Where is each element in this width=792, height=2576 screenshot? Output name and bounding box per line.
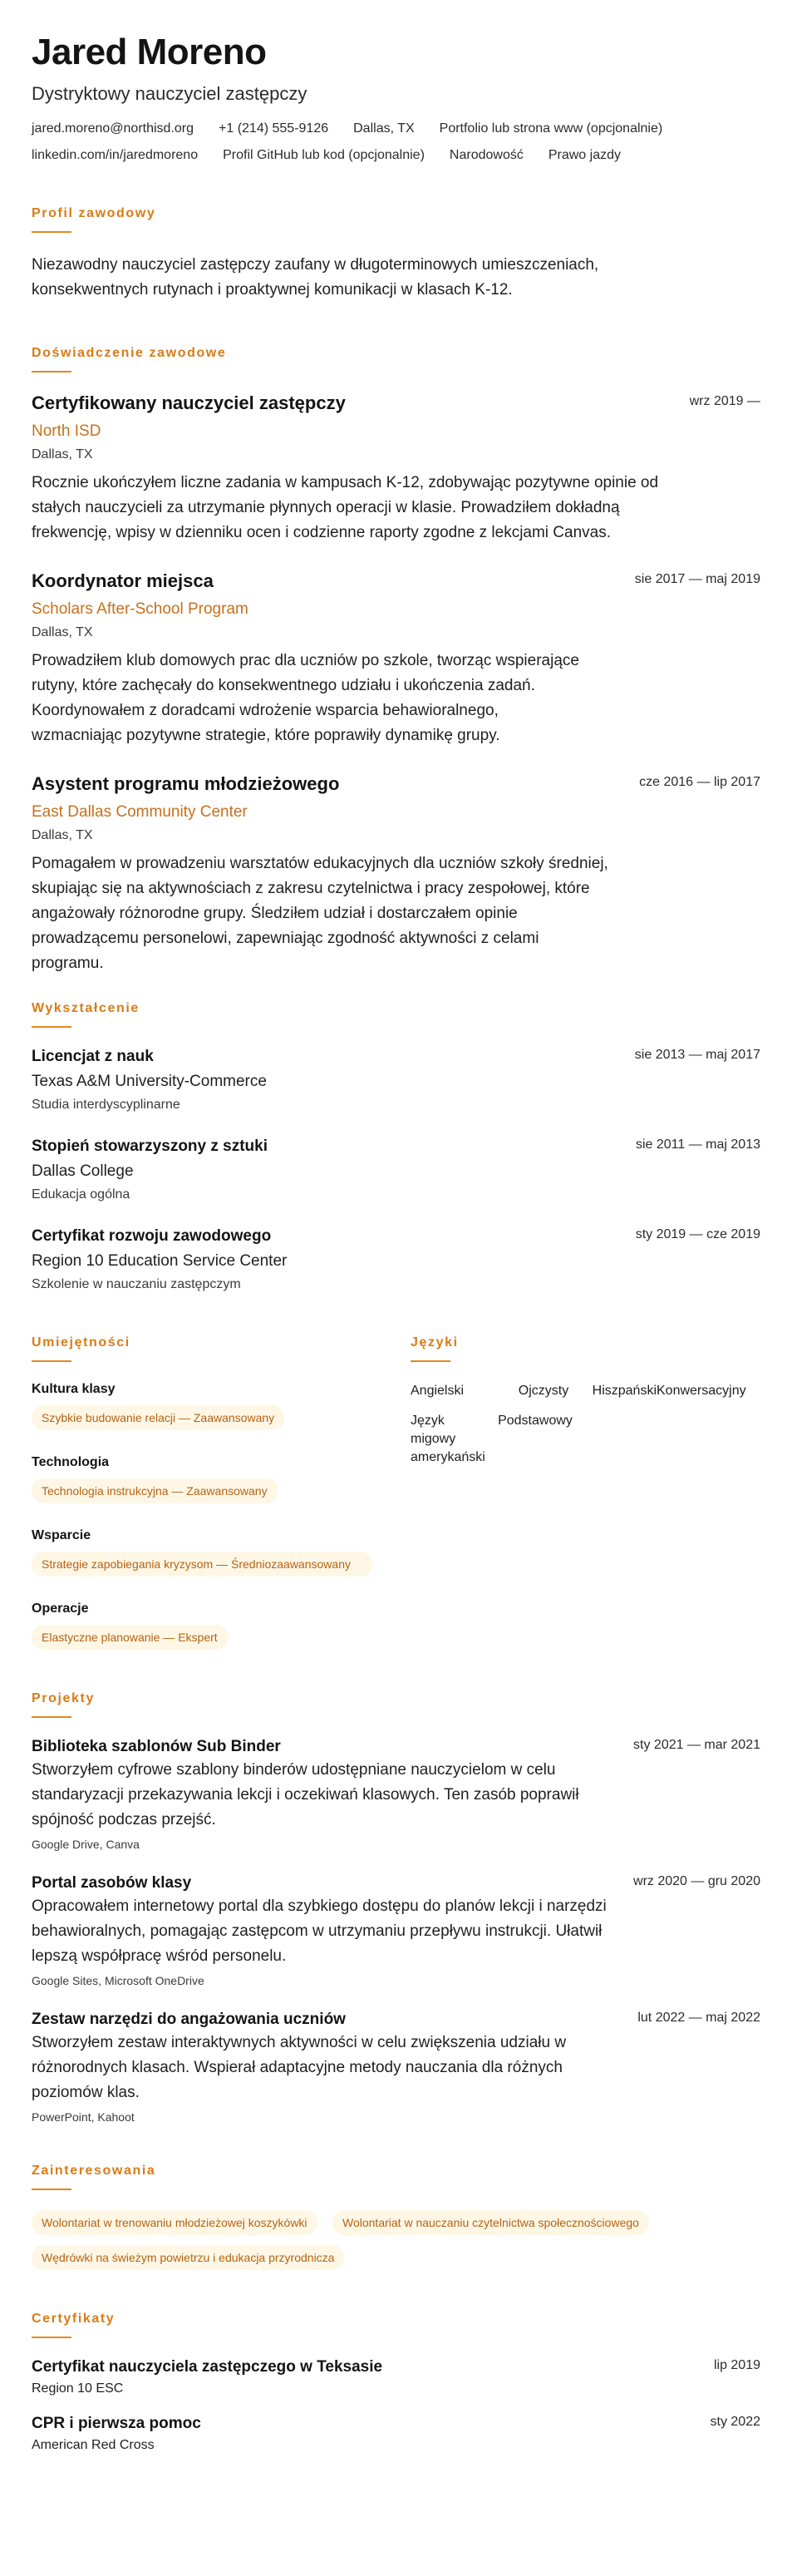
section-title: Umiejętności xyxy=(32,1335,130,1350)
job-entry xyxy=(32,570,760,748)
contact-driving-license: Prawo jazdy xyxy=(548,148,621,163)
profile-summary: Niezawodny nauczyciel zastępczy zaufany w długoterminowych umieszczeniach, konsekwentnych rutynach i proaktywnej komunikacji w klasach K-12. xyxy=(32,256,599,299)
job-description: Prowadziłem klub domowych prac dla uczniów po szkole, tworząc wspierające rutyny, które zachęcały do konsekwentnego udziału i ukończenia zadań. Koordynowałem z doradcami wdrożenie wsparcia behawioralnego, wzmacniając pozytywne strategie, które poprawiły dynamikę grupy. xyxy=(32,652,579,745)
section-divider xyxy=(32,1026,71,1028)
education-field: Studia interdyscyplinarne xyxy=(32,1098,180,1113)
contact-nationality: Narodowość xyxy=(449,148,524,163)
education-school: Texas A&M University-Commerce xyxy=(32,1073,267,1091)
education-field: Szkolenie w nauczaniu zastępczym xyxy=(32,1277,241,1292)
language-name: Angielski xyxy=(411,1384,465,1399)
section-title: Projekty xyxy=(32,1691,95,1706)
project-entry xyxy=(32,1874,760,1987)
language-level: Podstawowy xyxy=(498,1414,573,1429)
languages-section xyxy=(411,1335,760,1655)
job-location: Dallas, TX xyxy=(32,828,93,843)
section-title: Doświadczenie zawodowe xyxy=(32,346,227,361)
project-date: lut 2022 — maj 2022 xyxy=(637,2011,760,2026)
candidate-name: Jared Moreno xyxy=(32,32,267,72)
project-date: sty 2021 — mar 2021 xyxy=(633,1738,760,1753)
certificate-date: lip 2019 xyxy=(713,2358,760,2373)
job-entry xyxy=(32,392,760,545)
skill-chip: Strategie zapobiegania kryzysom — Średniozaawansowany xyxy=(32,1552,372,1577)
experience-section xyxy=(32,346,760,976)
skill-chip: Elastyczne planowanie — Ekspert xyxy=(32,1625,228,1650)
contact-location: Dallas, TX xyxy=(353,121,415,136)
project-entry xyxy=(32,1738,760,1851)
candidate-headline: Dystryktowy nauczyciel zastępczy xyxy=(32,83,307,105)
contact-email[interactable]: jared.moreno@northisd.org xyxy=(32,121,194,136)
certificate-issuer: American Red Cross xyxy=(32,2438,155,2453)
education-degree: Stopień stowarzyszony z sztuki xyxy=(32,1137,268,1156)
interest-chip: Wolontariat w trenowaniu młodzieżowej koszykówki xyxy=(32,2210,317,2235)
language-level: Ojczysty xyxy=(518,1384,569,1399)
certificate-issuer: Region 10 ESC xyxy=(32,2381,124,2396)
education-school: Region 10 Education Service Center xyxy=(32,1252,288,1271)
project-entry xyxy=(32,2011,760,2124)
section-divider xyxy=(32,231,71,233)
skill-group xyxy=(32,1601,372,1655)
education-school: Dallas College xyxy=(32,1162,134,1181)
project-tech: Google Sites, Microsoft OneDrive xyxy=(32,1974,204,1988)
project-name: Zestaw narzędzi do angażowania uczniów xyxy=(32,2011,346,2029)
project-tech: Google Drive, Canva xyxy=(32,1838,140,1852)
section-divider xyxy=(32,2337,71,2338)
job-company: North ISD xyxy=(32,422,101,441)
section-title: Profil zawodowy xyxy=(32,206,156,221)
section-divider xyxy=(411,1360,450,1362)
job-location: Dallas, TX xyxy=(32,447,93,462)
section-divider xyxy=(32,1716,71,1718)
certificate-entry xyxy=(32,2415,760,2453)
section-title: Certyfikaty xyxy=(32,2312,116,2327)
skills-languages-row xyxy=(32,1335,760,1655)
education-entry xyxy=(32,1048,760,1113)
job-title: Asystent programu młodzieżowego xyxy=(32,773,340,795)
job-company: Scholars After-School Program xyxy=(32,600,248,619)
skill-group xyxy=(32,1455,372,1508)
job-date: wrz 2019 — xyxy=(689,394,760,409)
project-name: Portal zasobów klasy xyxy=(32,1874,192,1893)
resume-header xyxy=(32,33,760,163)
interest-chip: Wolontariat w nauczaniu czytelnictwa społecznościowego xyxy=(332,2210,649,2235)
contact-linkedin[interactable]: linkedin.com/in/jaredmoreno xyxy=(32,148,199,163)
skill-category: Operacje xyxy=(32,1601,89,1616)
contact-github[interactable]: Profil GitHub lub kod (opcjonalnie) xyxy=(223,148,425,163)
education-date: sty 2019 — cze 2019 xyxy=(635,1227,760,1242)
education-field: Edukacja ogólna xyxy=(32,1187,130,1202)
interest-chips xyxy=(32,2210,763,2275)
education-degree: Certyfikat rozwoju zawodowego xyxy=(32,1227,272,1246)
project-tech: PowerPoint, Kahoot xyxy=(32,2110,135,2124)
skill-chip: Technologia instrukcyjna — Zaawansowany xyxy=(32,1478,278,1503)
education-section xyxy=(32,1001,760,1292)
section-title: Wykształcenie xyxy=(32,1001,140,1016)
language-name: Hiszpański xyxy=(592,1384,657,1399)
certificate-name: Certyfikat nauczyciela zastępczego w Teksasie xyxy=(32,2358,383,2376)
language-name: Język migowy amerykański xyxy=(411,1414,485,1465)
job-entry xyxy=(32,773,760,976)
job-company: East Dallas Community Center xyxy=(32,803,248,822)
skill-chip: Szybkie budowanie relacji — Zaawansowany xyxy=(32,1405,284,1430)
job-date: sie 2017 — maj 2019 xyxy=(634,572,760,587)
project-name: Biblioteka szablonów Sub Binder xyxy=(32,1738,281,1756)
languages-list xyxy=(411,1382,760,1467)
education-entry xyxy=(32,1227,760,1292)
project-date: wrz 2020 — gru 2020 xyxy=(633,1874,760,1889)
skill-group xyxy=(32,1382,372,1435)
certificate-date: sty 2022 xyxy=(710,2415,760,2430)
contact-list xyxy=(32,121,763,163)
contact-portfolio[interactable]: Portfolio lub strona www (opcjonalnie) xyxy=(439,121,663,136)
skill-group xyxy=(32,1528,372,1582)
skills-section xyxy=(32,1335,411,1655)
job-description: Pomagałem w prowadzeniu warsztatów edukacyjnych dla uczniów szkoły średniej, skupiając się na aktywnościach z zakresu czytelnictwa i pracy zespołowej, które angażowały różnorodne grupy. Śledziłem udział i dostarczałem opinie prowadzącemu personelowi, zapewniając zgodność aktywności z celami programu. xyxy=(32,855,608,973)
project-description: Opracowałem internetowy portal dla szybkiego dostępu do planów lekcji i narzędzi behawioralnych, pomagając zastępcom w utrzymaniu przepływu instrukcji. Ułatwił lepszą współpracę wśród personelu. xyxy=(32,1897,607,1966)
skill-category: Technologia xyxy=(32,1455,110,1470)
project-description: Stworzyłem zestaw interaktywnych aktywności w celu zwiększenia udziału w różnorodnych klasach. Wspierał adaptacyjne metody nauczania dla różnych poziomów klas. xyxy=(32,2034,567,2102)
projects-section xyxy=(32,1691,760,2124)
section-title: Zainteresowania xyxy=(32,2164,156,2179)
skill-category: Kultura klasy xyxy=(32,1382,116,1397)
job-date: cze 2016 — lip 2017 xyxy=(639,775,760,790)
certificates-section xyxy=(32,2312,760,2453)
section-divider xyxy=(32,1360,71,1362)
skill-category: Wsparcie xyxy=(32,1528,91,1543)
certificate-name: CPR i pierwsza pomoc xyxy=(32,2415,201,2433)
contact-phone[interactable]: +1 (214) 555-9126 xyxy=(219,121,329,136)
language-level: Konwersacyjny xyxy=(657,1384,746,1399)
education-date: sie 2013 — maj 2017 xyxy=(634,1048,760,1063)
education-degree: Licencjat z nauk xyxy=(32,1048,154,1066)
section-divider xyxy=(32,371,71,373)
education-entry xyxy=(32,1137,760,1202)
section-divider xyxy=(32,2189,71,2190)
profile-section xyxy=(32,206,760,303)
interest-chip: Wędrówki na świeżym powietrzu i edukacja przyrodnicza xyxy=(32,2245,344,2270)
project-description: Stworzyłem cyfrowe szablony binderów udostępniane nauczycielom w celu standaryzacji przekazywania lekcji i oczekiwań klasowych. Ten zasób poprawił spójność podczas przejść. xyxy=(32,1761,579,1829)
certificate-entry xyxy=(32,2358,760,2396)
job-description: Rocznie ukończyłem liczne zadania w kampusach K-12, zdobywając pozytywne opinie od stałych nauczycieli za utrzymanie płynnych operacji w klasie. Prowadziłem dokładną frekwencję, wpisy w dzienniku ocen i codzienne raporty zgodne z lekcjami Canvas. xyxy=(32,474,659,542)
job-location: Dallas, TX xyxy=(32,625,93,640)
job-title: Certyfikowany nauczyciel zastępczy xyxy=(32,392,346,414)
section-title: Języki xyxy=(411,1335,459,1350)
job-title: Koordynator miejsca xyxy=(32,570,214,592)
interests-section xyxy=(32,2164,760,2275)
education-date: sie 2011 — maj 2013 xyxy=(635,1137,760,1152)
